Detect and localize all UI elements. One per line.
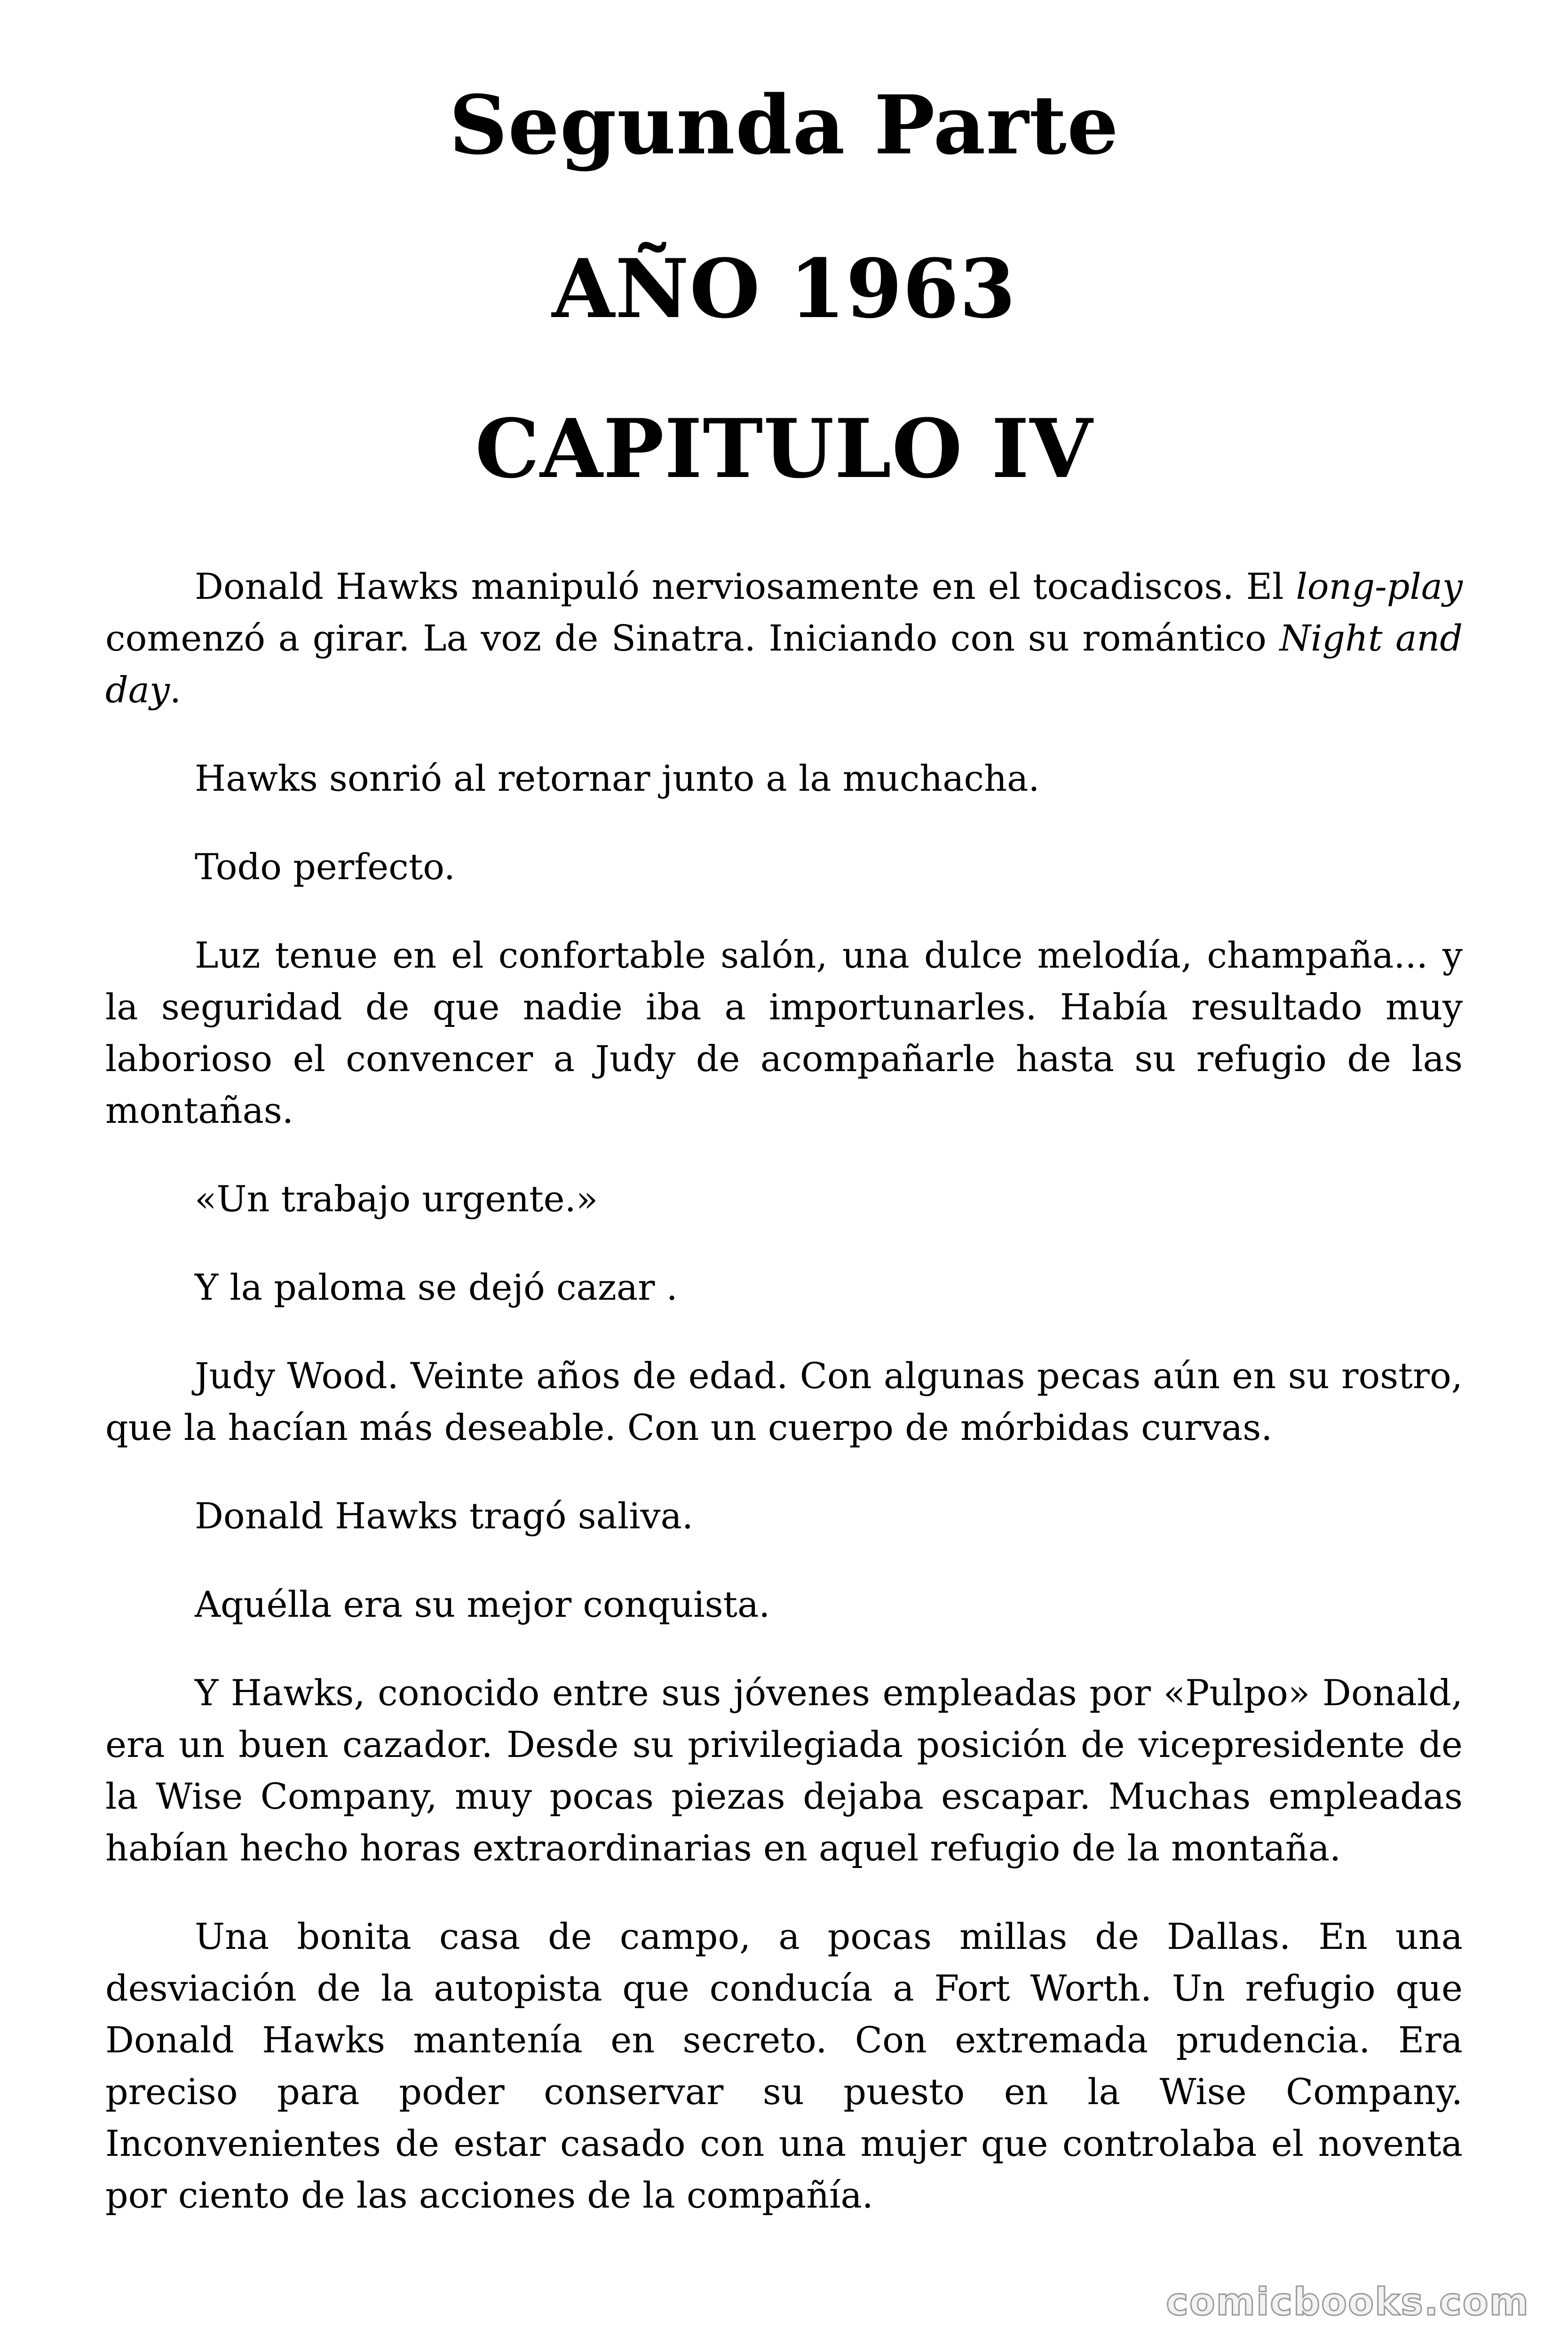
paragraph-text: Donald Hawks tragó saliva. bbox=[195, 1495, 693, 1537]
body-paragraph bbox=[105, 561, 1463, 716]
watermark-text: comicbooks.com bbox=[1166, 2280, 1529, 2324]
paragraph-text: Luz tenue en el confortable salón, una dulce melodía, champaña... y la seguridad de que nadie iba a importunarles. Había resultado muy laborioso el convencer a Judy de acompañarle hasta su refugio de las montañas. bbox=[105, 934, 1463, 1131]
paragraph-text: Todo perfecto. bbox=[195, 846, 455, 888]
paragraph-text: Hawks sonrió al retornar junto a la muchacha. bbox=[195, 757, 1040, 799]
chapter-body bbox=[105, 561, 1463, 2221]
book-page bbox=[105, 0, 1463, 2352]
body-paragraph bbox=[105, 1579, 1463, 1630]
body-paragraph bbox=[105, 930, 1463, 1136]
body-paragraph bbox=[105, 1262, 1463, 1313]
paragraph-text: comenzó a girar. La voz de Sinatra. Iniciando con su romántico bbox=[105, 617, 1280, 659]
paragraph-text: Y Hawks, conocido entre sus jóvenes empleadas por «Pulpo» Donald, era un buen cazador. Desde su privilegiada posición de vicepresidente de la Wise Company, muy pocas piezas dejaba escapar. Muchas empleadas habían hecho horas extraordinarias en aquel refugio de la montaña. bbox=[105, 1672, 1463, 1869]
body-paragraph bbox=[105, 841, 1463, 893]
body-paragraph bbox=[105, 1350, 1463, 1454]
paragraph-text: . bbox=[169, 669, 182, 711]
part-heading: Segunda Parte bbox=[449, 77, 1119, 173]
italic-text: long-play bbox=[1296, 565, 1463, 607]
paragraph-text: «Un trabajo urgente.» bbox=[195, 1178, 598, 1220]
paragraph-text: Aquélla era su mejor conquista. bbox=[195, 1583, 770, 1625]
body-paragraph bbox=[105, 1490, 1463, 1542]
paragraph-text: Donald Hawks manipuló nerviosamente en el tocadiscos. El bbox=[195, 565, 1296, 607]
body-paragraph bbox=[105, 753, 1463, 804]
body-paragraph bbox=[105, 1173, 1463, 1225]
chapter-heading: CAPITULO IV bbox=[475, 401, 1093, 496]
body-paragraph bbox=[105, 1667, 1463, 1874]
body-paragraph bbox=[105, 1911, 1463, 2221]
paragraph-text: Y la paloma se dejó cazar . bbox=[195, 1266, 678, 1308]
paragraph-text: Una bonita casa de campo, a pocas millas de Dallas. En una desviación de la autopista que conducía a Fort Worth. Un refugio que Donald Hawks mantenía en secreto. Con extremada prudencia. Era preciso para poder conservar su puesto en la Wise Company. Inconvenientes de estar casado con una mujer que controlaba el noventa por ciento de las acciones de la compañía. bbox=[105, 1915, 1463, 2216]
italic-text: Night and day bbox=[105, 617, 1463, 711]
year-heading: AÑO 1963 bbox=[552, 241, 1016, 336]
paragraph-text: Judy Wood. Veinte años de edad. Con algunas pecas aún en su rostro, que la hacían más deseable. Con un cuerpo de mórbidas curvas. bbox=[105, 1355, 1463, 1448]
